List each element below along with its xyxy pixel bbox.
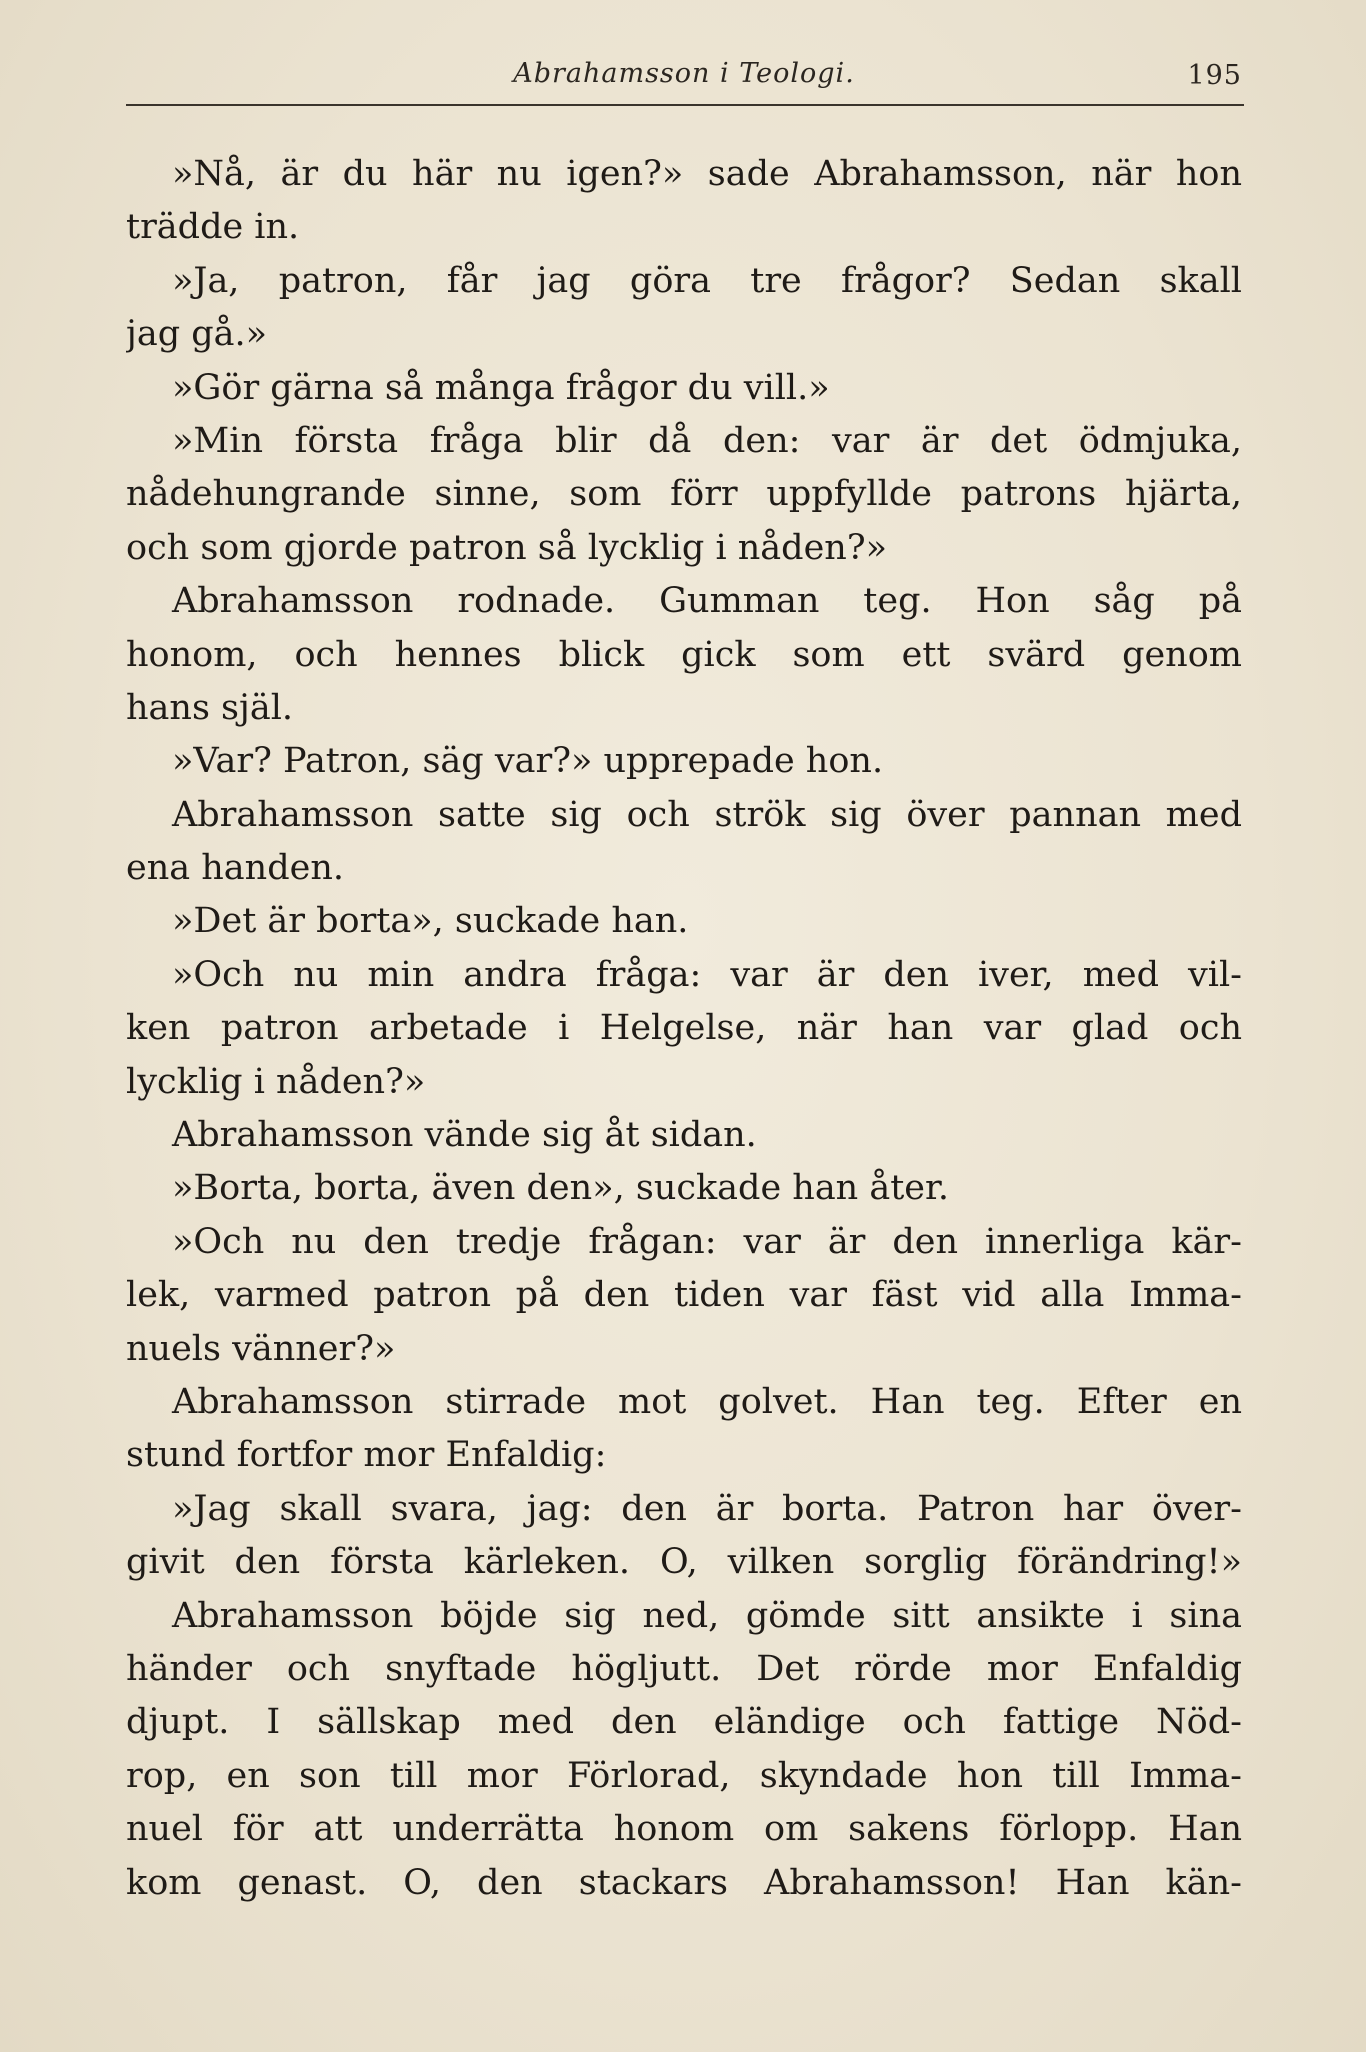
- text-line: »Borta, borta, även den», suckade han åter.: [172, 1168, 950, 1209]
- text-line: Abrahamsson satte sig och strök sig över pannan med: [172, 794, 1242, 835]
- header-rule: [126, 104, 1244, 106]
- text-line: stund fortfor mor Enfaldig:: [126, 1435, 607, 1476]
- running-head: [126, 52, 1242, 102]
- text-line: givit den första kärleken. O, vilken sorglig förändring!»: [126, 1542, 1242, 1583]
- text-line: »Jag skall svara, jag: den är borta. Patron har över-: [172, 1488, 1242, 1529]
- text-line: kom genast. O, den stackars Abrahamsson! Han kän-: [126, 1862, 1242, 1903]
- text-line: nuel för att underrätta honom om sakens förlopp. Han: [126, 1809, 1242, 1850]
- text-line: honom, och hennes blick gick som ett svärd genom: [126, 634, 1242, 675]
- text-line: Abrahamsson stirrade mot golvet. Han teg. Efter en: [172, 1381, 1242, 1422]
- text-line: »Och nu den tredje frågan: var är den innerliga kär-: [172, 1221, 1242, 1262]
- text-line: »Nå, är du här nu igen?» sade Abrahamsson, när hon: [172, 154, 1242, 194]
- text-line: Abrahamsson vände sig åt sidan.: [172, 1115, 757, 1156]
- text-line: och som gjorde patron så lycklig i nåden?»: [126, 527, 888, 568]
- text-line: ken patron arbetade i Helgelse, när han var glad och: [126, 1008, 1242, 1049]
- text-line: rop, en son till mor Förlorad, skyndade hon till Imma-: [126, 1755, 1242, 1796]
- text-line: Abrahamsson böjde sig ned, gömde sitt ansikte i sina: [172, 1595, 1242, 1636]
- text-line: »Det är borta», suckade han.: [172, 901, 689, 942]
- text-line: nuels vänner?»: [126, 1328, 396, 1369]
- text-line: händer och snyftade högljutt. Det rörde mor Enfaldig: [126, 1648, 1242, 1689]
- text-line: lek, varmed patron på den tiden var fäst vid alla Imma-: [126, 1275, 1242, 1316]
- text-line: nådehungrande sinne, som förr uppfyllde patrons hjärta,: [126, 474, 1242, 515]
- text-line: ena handen.: [126, 848, 344, 889]
- text-line: djupt. I sällskap med den eländige och fattige Nöd-: [126, 1702, 1242, 1743]
- text-line: »Och nu min andra fråga: var är den iver, med vil-: [172, 954, 1242, 995]
- text-line: hans själ.: [126, 687, 294, 728]
- text-line: lycklig i nåden?»: [126, 1061, 426, 1102]
- running-title: Abrahamsson i Teologi.: [513, 58, 855, 89]
- text-line: »Ja, patron, får jag göra tre frågor? Sedan skall: [172, 260, 1242, 301]
- text-line: jag gå.»: [126, 314, 268, 355]
- text-line: trädde in.: [126, 207, 300, 248]
- text-line: »Gör gärna så många frågor du vill.»: [172, 367, 830, 408]
- text-line: »Min första fråga blir då den: var är det ödmjuka,: [172, 420, 1242, 461]
- body-text: [126, 148, 1242, 1910]
- text-line: Abrahamsson rodnade. Gumman teg. Hon såg på: [172, 581, 1242, 622]
- page-number: 195: [1187, 60, 1242, 91]
- text-line: »Var? Patron, säg var?» upprepade hon.: [172, 741, 884, 782]
